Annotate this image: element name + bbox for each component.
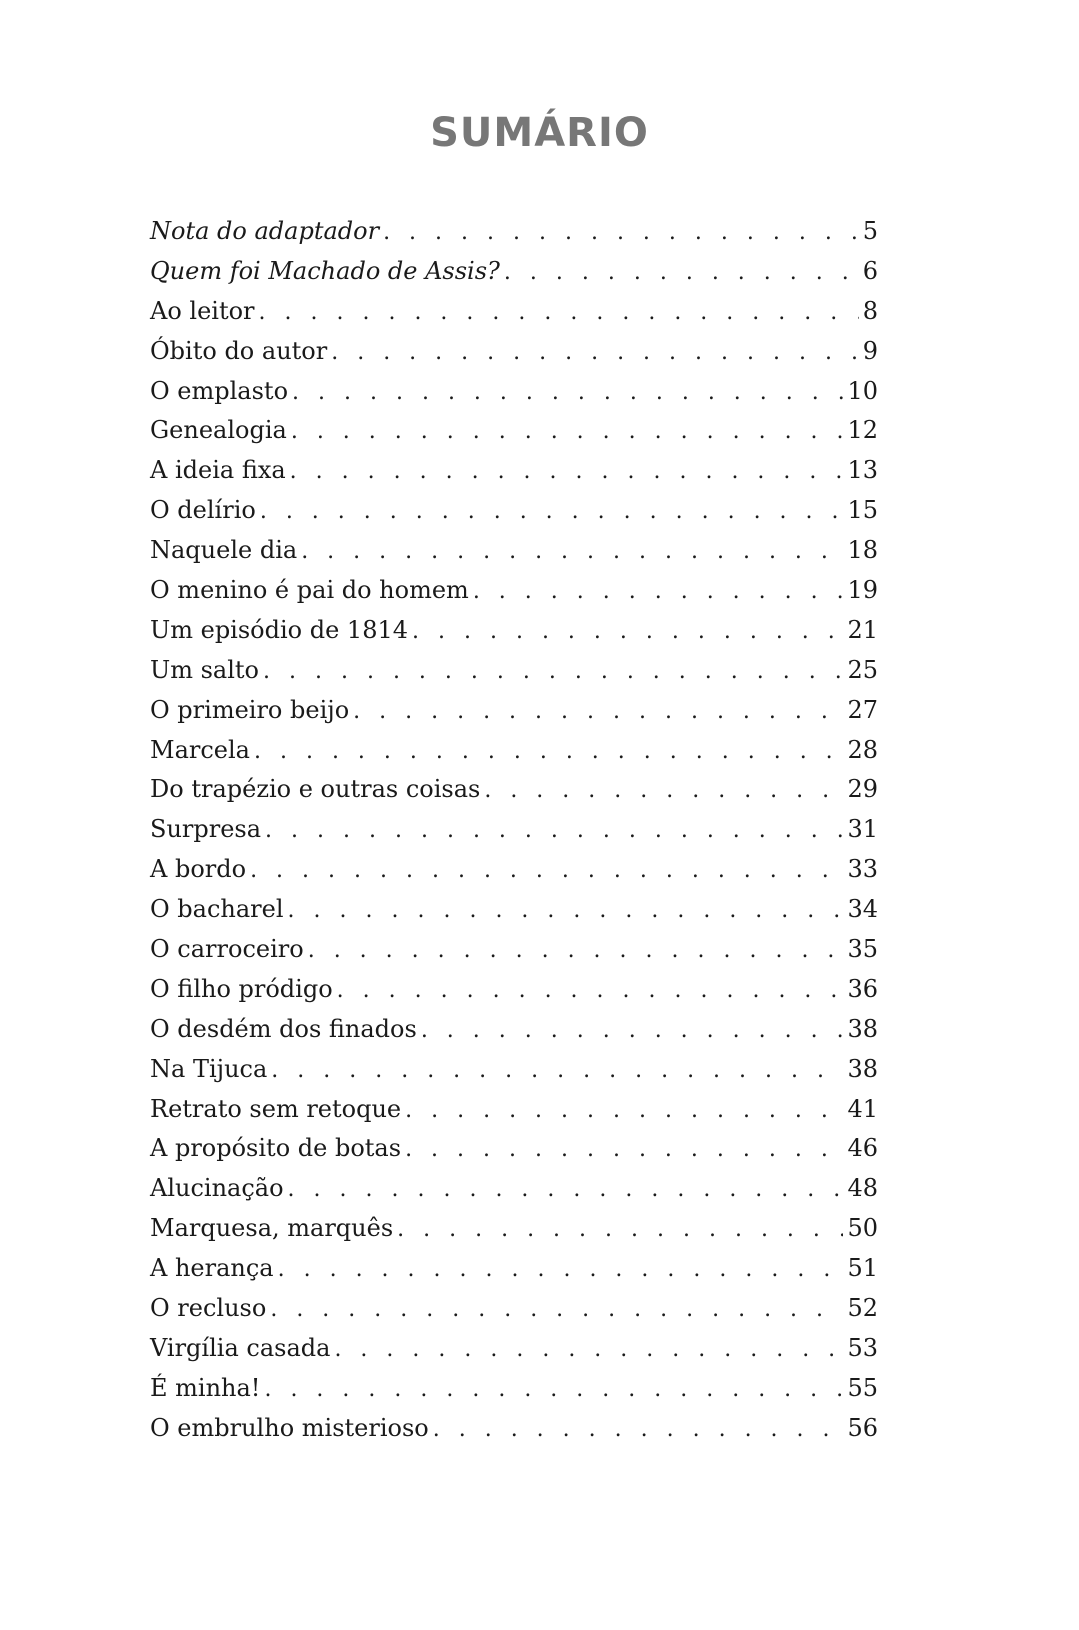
toc-entry-title: Surpresa: [150, 815, 262, 844]
toc-entry-title: O desdém dos finados: [150, 1014, 417, 1043]
toc-entry-title: Virgília casada: [150, 1333, 331, 1362]
toc-entry-title: O delírio: [150, 496, 256, 525]
toc-entry: [150, 411, 878, 451]
toc-entry-title: O menino é pai do homem: [150, 576, 469, 605]
toc-entry: [150, 1129, 878, 1169]
toc-entry-title: Do trapézio e outras coisas: [150, 775, 481, 804]
toc-entry-page: 46: [847, 1134, 878, 1163]
dot-leader: [308, 931, 844, 971]
dot-leader: [292, 373, 843, 413]
toc-entry-title: O bacharel: [150, 895, 284, 924]
toc-entry-title: Marquesa, marquês: [150, 1214, 394, 1243]
toc-entry-title: O recluso: [150, 1294, 267, 1323]
dot-leader: [504, 253, 859, 293]
toc-entry-title: O carroceiro: [150, 935, 304, 964]
dot-leader: [383, 213, 859, 253]
toc-entry-title: Na Tijuca: [150, 1054, 268, 1083]
toc-entry: [150, 451, 878, 491]
toc-entry: [150, 651, 878, 691]
dot-leader: [433, 1410, 844, 1450]
toc-entry-page: 51: [847, 1254, 878, 1283]
dot-leader: [473, 572, 844, 612]
toc-entry-page: 10: [847, 376, 878, 405]
toc-entry-page: 48: [847, 1174, 878, 1203]
toc-entry: [150, 810, 878, 850]
toc-entry-page: 33: [847, 855, 878, 884]
toc-entry-page: 52: [847, 1294, 878, 1323]
toc-entry-page: 38: [847, 1054, 878, 1083]
toc-entry-page: 29: [847, 775, 878, 804]
toc-entry-page: 55: [847, 1373, 878, 1402]
toc-entry-page: 28: [847, 735, 878, 764]
dot-leader: [290, 452, 844, 492]
dot-leader: [397, 1210, 843, 1250]
toc-entry: [150, 691, 878, 731]
page-title: SUMÁRIO: [430, 110, 649, 156]
dot-leader: [484, 771, 843, 811]
toc-entry: [150, 611, 878, 651]
dot-leader: [259, 293, 859, 333]
toc-entry: [150, 491, 878, 531]
dot-leader: [288, 891, 844, 931]
toc-entry: [150, 1050, 878, 1090]
toc-entry-title: Nota do adaptador: [150, 217, 380, 245]
toc-entry: [150, 850, 878, 890]
toc-entry-title: Ao leitor: [150, 296, 255, 325]
dot-leader: [405, 1091, 843, 1131]
dot-leader: [412, 612, 843, 652]
toc-entry: [150, 212, 878, 252]
toc-entry-title: Um episódio de 1814: [150, 615, 409, 644]
toc-entry: [150, 1010, 878, 1050]
table-of-contents: [150, 212, 878, 1449]
dot-leader: [331, 333, 859, 373]
toc-entry: [150, 970, 878, 1010]
toc-entry: [150, 1249, 878, 1289]
toc-entry: [150, 292, 878, 332]
toc-entry-page: 5: [862, 217, 878, 245]
toc-entry: [150, 890, 878, 930]
toc-entry-title: Quem foi Machado de Assis?: [150, 256, 500, 285]
dot-leader: [288, 1170, 844, 1210]
toc-entry-title: Marcela: [150, 735, 250, 764]
toc-entry: [150, 1090, 878, 1130]
toc-entry-title: Alucinação: [150, 1174, 284, 1203]
toc-entry: [150, 731, 878, 771]
toc-entry-page: 6: [862, 256, 878, 285]
toc-entry-title: Naquele dia: [150, 536, 298, 565]
toc-entry-page: 15: [847, 496, 878, 525]
toc-entry-title: É minha!: [150, 1373, 261, 1402]
toc-entry-title: O primeiro beijo: [150, 695, 350, 724]
toc-entry: [150, 332, 878, 372]
toc-entry-page: 8: [862, 296, 878, 325]
toc-entry-title: O emplasto: [150, 376, 289, 405]
toc-entry-page: 18: [847, 536, 878, 565]
toc-entry: [150, 531, 878, 571]
dot-leader: [337, 971, 844, 1011]
toc-entry-title: Retrato sem retoque: [150, 1094, 402, 1123]
toc-entry-page: 9: [862, 336, 878, 365]
toc-entry: [150, 571, 878, 611]
toc-entry-page: 25: [847, 655, 878, 684]
toc-entry-page: 12: [847, 416, 878, 445]
dot-leader: [254, 732, 843, 772]
dot-leader: [271, 1051, 843, 1091]
toc-entry: [150, 1169, 878, 1209]
dot-leader: [334, 1330, 843, 1370]
dot-leader: [264, 1370, 843, 1410]
toc-entry-title: A propósito de botas: [150, 1134, 402, 1163]
toc-entry-page: 21: [847, 615, 878, 644]
toc-entry: [150, 1369, 878, 1409]
toc-entry: [150, 252, 878, 292]
toc-entry-page: 41: [847, 1094, 878, 1123]
dot-leader: [301, 532, 843, 572]
dot-leader: [263, 652, 843, 692]
toc-entry: [150, 770, 878, 810]
dot-leader: [260, 492, 844, 532]
toc-entry-title: O filho pródigo: [150, 974, 333, 1003]
toc-entry: [150, 1289, 878, 1329]
toc-entry-page: 13: [847, 456, 878, 485]
dot-leader: [250, 851, 843, 891]
toc-entry-page: 56: [847, 1413, 878, 1442]
toc-entry-page: 19: [847, 576, 878, 605]
dot-leader: [291, 412, 844, 452]
toc-entry: [150, 930, 878, 970]
toc-entry-title: A ideia fixa: [150, 456, 286, 485]
toc-entry-page: 31: [847, 815, 878, 844]
toc-entry-page: 38: [847, 1014, 878, 1043]
toc-entry-page: 53: [847, 1333, 878, 1362]
dot-leader: [265, 811, 843, 851]
toc-entry: [150, 1409, 878, 1449]
toc-entry-page: 36: [847, 974, 878, 1003]
toc-entry: [150, 372, 878, 412]
toc-entry-title: A herança: [150, 1254, 274, 1283]
toc-entry-title: A bordo: [150, 855, 247, 884]
dot-leader: [421, 1011, 844, 1051]
dot-leader: [353, 692, 843, 732]
toc-entry-page: 34: [847, 895, 878, 924]
toc-entry-title: O embrulho misterioso: [150, 1413, 429, 1442]
toc-entry-title: Um salto: [150, 655, 260, 684]
dot-leader: [270, 1290, 843, 1330]
dot-leader: [405, 1130, 843, 1170]
toc-entry-page: 50: [847, 1214, 878, 1243]
toc-entry-title: Genealogia: [150, 416, 287, 445]
dot-leader: [278, 1250, 844, 1290]
toc-entry-title: Óbito do autor: [150, 336, 328, 365]
toc-entry: [150, 1329, 878, 1369]
toc-entry-page: 27: [847, 695, 878, 724]
toc-entry-page: 35: [847, 935, 878, 964]
toc-entry: [150, 1209, 878, 1249]
